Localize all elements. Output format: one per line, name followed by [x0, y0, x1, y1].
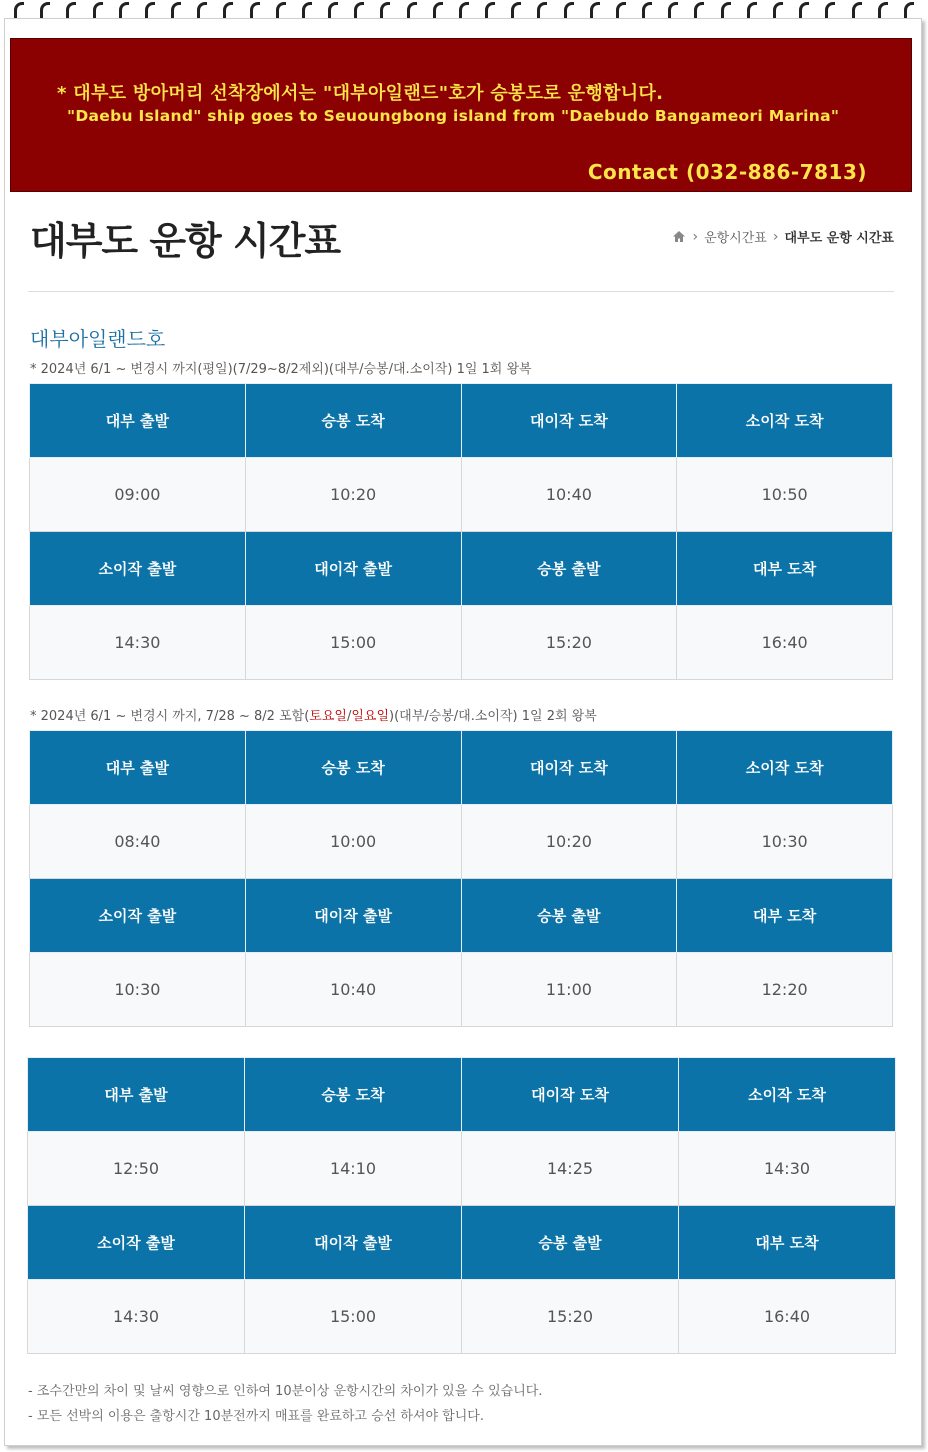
- time-cell: 15:20: [461, 606, 677, 680]
- time-cell: 08:40: [30, 805, 246, 879]
- timetable-weekday: [29, 383, 893, 680]
- table-header-row: [28, 1058, 896, 1132]
- table-header-cell: 대부 도착: [677, 532, 893, 606]
- table-header-cell: 대부 도착: [679, 1206, 896, 1280]
- table-header-cell: 소이작 출발: [30, 532, 246, 606]
- breadcrumb-item-current: 대부도 운항 시간표: [784, 231, 894, 246]
- section-title: 대부아일랜드호: [30, 327, 166, 351]
- time-cell: 12:20: [677, 953, 893, 1027]
- table-header-cell: 대부 출발: [30, 384, 246, 458]
- time-cell: 10:00: [245, 805, 461, 879]
- table-header-cell: 승봉 출발: [462, 1206, 679, 1280]
- banner-line-korean: * 대부도 방아머리 선착장에서는 "대부아일랜드"호가 승봉도로 운행합니다.: [57, 83, 664, 104]
- time-cell: 10:30: [677, 805, 893, 879]
- time-cell: 10:20: [245, 458, 461, 532]
- table-header-cell: 대이작 출발: [245, 879, 461, 953]
- time-cell: 09:00: [30, 458, 246, 532]
- chevron-right-icon: ›: [692, 228, 699, 245]
- table-header-cell: 소이작 도착: [677, 731, 893, 805]
- table-header-cell: 소이작 출발: [28, 1206, 245, 1280]
- time-cell: 10:40: [461, 458, 677, 532]
- time-cell: 14:30: [30, 606, 246, 680]
- time-cell: 10:30: [30, 953, 246, 1027]
- time-cell: 15:00: [245, 1280, 462, 1354]
- breadcrumb-item-timetable[interactable]: 운항시간표: [704, 231, 767, 246]
- timetable-weekend-1: [29, 730, 893, 1027]
- footnote-tide: - 조수간만의 차이 및 날씨 영향으로 인하여 10분이상 운항시간의 차이가 있을 수 있습니다.: [28, 1384, 543, 1399]
- table-header-row: [30, 532, 893, 606]
- time-cell: 12:50: [28, 1132, 245, 1206]
- table-row: [28, 1132, 896, 1206]
- table-row: [30, 805, 893, 879]
- table-header-cell: 대이작 출발: [245, 1206, 462, 1280]
- time-cell: 14:10: [245, 1132, 462, 1206]
- table-header-cell: 승봉 출발: [461, 879, 677, 953]
- time-cell: 14:30: [28, 1280, 245, 1354]
- table-header-cell: 대이작 도착: [461, 731, 677, 805]
- time-cell: 10:40: [245, 953, 461, 1027]
- home-icon[interactable]: [672, 230, 686, 243]
- time-cell: 15:00: [245, 606, 461, 680]
- time-cell: 14:30: [679, 1132, 896, 1206]
- table-header-cell: 소이작 도착: [679, 1058, 896, 1132]
- note-text: )(대부/승봉/대.소이작) 1일 2회 왕복: [389, 709, 597, 724]
- page-title: 대부도 운항 시간표: [30, 219, 341, 263]
- table-row: [30, 953, 893, 1027]
- breadcrumb: [672, 227, 894, 246]
- table-header-row: [28, 1206, 896, 1280]
- notice-banner: [10, 38, 912, 192]
- table-header-cell: 대부 출발: [30, 731, 246, 805]
- title-divider: [28, 291, 894, 292]
- table-header-cell: 대이작 도착: [462, 1058, 679, 1132]
- table-header-row: [30, 384, 893, 458]
- table-header-cell: 대부 출발: [28, 1058, 245, 1132]
- footnote-ticketing: - 모든 선박의 이용은 출항시간 10분전까지 매표를 완료하고 승선 하셔야 합니다.: [28, 1409, 484, 1424]
- table-row: [28, 1280, 896, 1354]
- time-cell: 16:40: [679, 1280, 896, 1354]
- note-text: * 2024년 6/1 ~ 변경시 까지, 7/28 ~ 8/2 포함(: [30, 709, 310, 724]
- time-cell: 14:25: [462, 1132, 679, 1206]
- note-text: /: [346, 709, 352, 724]
- time-cell: 10:20: [461, 805, 677, 879]
- table-header-cell: 대이작 도착: [461, 384, 677, 458]
- sunday-highlight: 일요일: [351, 709, 390, 724]
- time-cell: 11:00: [461, 953, 677, 1027]
- table-header-cell: 소이작 출발: [30, 879, 246, 953]
- table-row: [30, 606, 893, 680]
- table-row: [30, 458, 893, 532]
- weekend-schedule-note: [30, 705, 597, 724]
- banner-line-english: "Daebu Island" ship goes to Seuoungbong island from "Daebudo Bangameori Marina": [67, 107, 840, 125]
- table-header-row: [30, 731, 893, 805]
- table-header-cell: 승봉 도착: [245, 384, 461, 458]
- table-header-row: [30, 879, 893, 953]
- time-cell: 16:40: [677, 606, 893, 680]
- table-header-cell: 승봉 도착: [245, 1058, 462, 1132]
- table-header-cell: 대이작 출발: [245, 532, 461, 606]
- chevron-right-icon: ›: [772, 228, 779, 245]
- table-header-cell: 소이작 도착: [677, 384, 893, 458]
- table-header-cell: 승봉 출발: [461, 532, 677, 606]
- table-header-cell: 대부 도착: [677, 879, 893, 953]
- weekday-schedule-note: * 2024년 6/1 ~ 변경시 까지(평일)(7/29~8/2제외)(대부/승봉/대.소이작) 1일 1회 왕복: [30, 362, 532, 377]
- banner-contact: Contact (032-886-7813): [587, 160, 867, 184]
- time-cell: 15:20: [462, 1280, 679, 1354]
- table-header-cell: 승봉 도착: [245, 731, 461, 805]
- time-cell: 10:50: [677, 458, 893, 532]
- timetable-weekend-2: [27, 1057, 896, 1354]
- saturday-highlight: 토요일: [309, 709, 347, 724]
